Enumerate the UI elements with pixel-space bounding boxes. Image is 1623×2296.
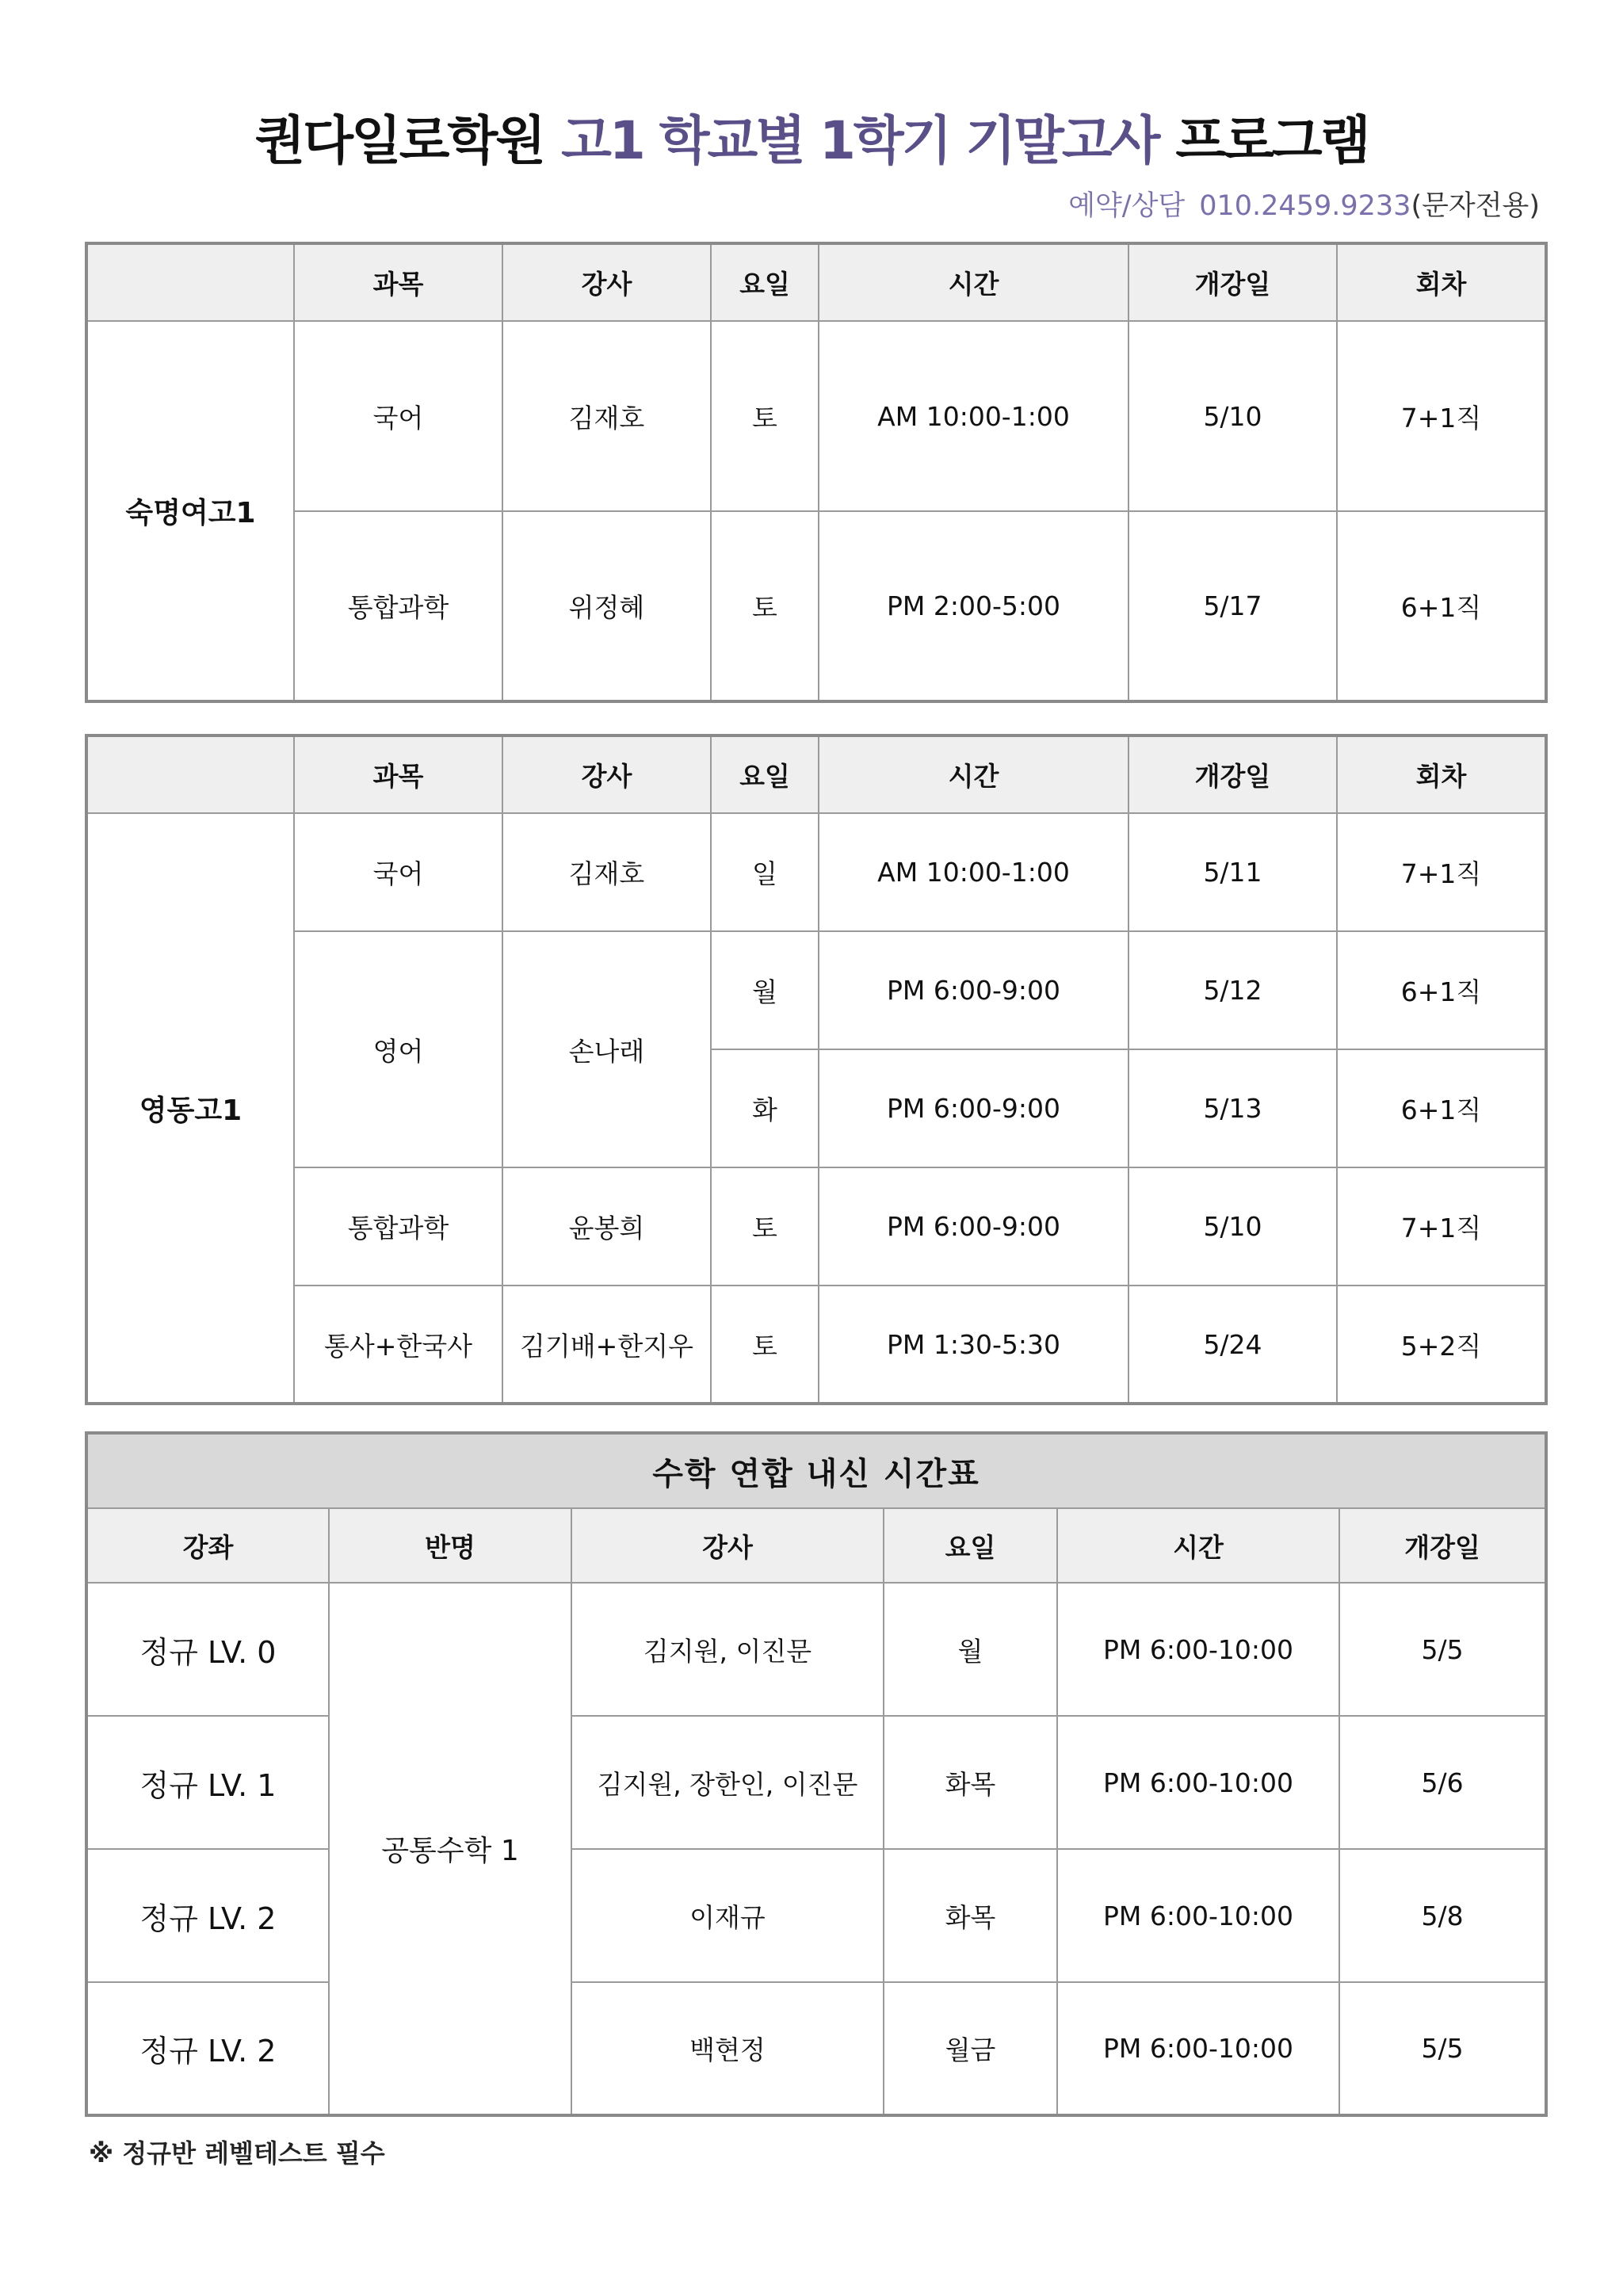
teacher-cell: 위정혜: [502, 511, 711, 701]
header-teacher: 강사: [502, 735, 711, 813]
table-row: [86, 511, 1546, 701]
day-cell: 화목: [884, 1849, 1057, 1982]
subject-cell: 국어: [294, 813, 502, 931]
course-cell: 정규 LV. 2: [86, 1849, 329, 1982]
start-cell: 5/10: [1128, 321, 1337, 511]
day-cell: 토: [711, 321, 819, 511]
header-subject: 과목: [294, 243, 502, 321]
header-start: 개강일: [1128, 243, 1337, 321]
subject-cell: 영어: [294, 931, 502, 1167]
time-cell: PM 6:00-9:00: [819, 1167, 1128, 1286]
start-cell: 5/5: [1339, 1583, 1546, 1716]
table-row: [86, 1982, 1546, 2115]
math-table-caption: 수학 연합 내신 시간표: [86, 1433, 1546, 1508]
sessions-cell: 6+1직: [1337, 1049, 1546, 1167]
class-name-cell: 공통수학 1: [329, 1583, 571, 2115]
subject-cell: 통합과학: [294, 1167, 502, 1286]
day-cell: 토: [711, 1286, 819, 1404]
day-cell: 월: [884, 1583, 1057, 1716]
teacher-cell: 김재호: [502, 813, 711, 931]
time-cell: PM 1:30-5:30: [819, 1286, 1128, 1404]
start-cell: 5/17: [1128, 511, 1337, 701]
subject-cell: 국어: [294, 321, 502, 511]
day-cell: 화목: [884, 1716, 1057, 1849]
header-course: 강좌: [86, 1508, 329, 1583]
contact-line: [1068, 187, 1540, 225]
header-blank: [86, 735, 294, 813]
teacher-cell: 손나래: [502, 931, 711, 1167]
start-cell: 5/24: [1128, 1286, 1337, 1404]
start-cell: 5/13: [1128, 1049, 1337, 1167]
time-cell: AM 10:00-1:00: [819, 813, 1128, 931]
math-schedule-table: [85, 1431, 1548, 2117]
header-start: 개강일: [1339, 1508, 1546, 1583]
youngdong-schedule-table: [85, 734, 1548, 1405]
start-cell: 5/10: [1128, 1167, 1337, 1286]
start-cell: 5/8: [1339, 1849, 1546, 1982]
day-cell: 일: [711, 813, 819, 931]
contact-label: 예약/상담: [1068, 190, 1186, 222]
header-day: 요일: [884, 1508, 1057, 1583]
day-cell: 토: [711, 1167, 819, 1286]
header-day: 요일: [711, 243, 819, 321]
time-cell: PM 6:00-10:00: [1057, 1583, 1339, 1716]
header-time: 시간: [819, 735, 1128, 813]
sessions-cell: 7+1직: [1337, 813, 1546, 931]
table-row: [86, 813, 1546, 931]
teacher-cell: 김지원, 장한인, 이진문: [571, 1716, 884, 1849]
time-cell: PM 6:00-9:00: [819, 931, 1128, 1049]
day-cell: 월금: [884, 1982, 1057, 2115]
subject-cell: 통사+한국사: [294, 1286, 502, 1404]
time-cell: PM 6:00-9:00: [819, 1049, 1128, 1167]
time-cell: PM 6:00-10:00: [1057, 1716, 1339, 1849]
page-title: [0, 101, 1623, 181]
table-row: [86, 1167, 1546, 1286]
title-highlight: 고1 학교별 1학기 기말고사: [561, 110, 1159, 171]
header-sessions: 회차: [1337, 243, 1546, 321]
day-cell: 화: [711, 1049, 819, 1167]
footnote: ※ 정규반 레벨테스트 필수: [89, 2138, 385, 2168]
school-name: 영동고1: [86, 813, 294, 1404]
sessions-cell: 7+1직: [1337, 321, 1546, 511]
table-row: [86, 321, 1546, 511]
time-cell: PM 6:00-10:00: [1057, 1849, 1339, 1982]
start-cell: 5/12: [1128, 931, 1337, 1049]
sessions-cell: 7+1직: [1337, 1167, 1546, 1286]
table-row: [86, 1716, 1546, 1849]
teacher-cell: 이재규: [571, 1849, 884, 1982]
sookmyung-schedule-table: [85, 242, 1548, 703]
header-time: 시간: [819, 243, 1128, 321]
table-row: [86, 1583, 1546, 1716]
course-cell: 정규 LV. 1: [86, 1716, 329, 1849]
start-cell: 5/5: [1339, 1982, 1546, 2115]
caption-row: [86, 1433, 1546, 1508]
teacher-cell: 김재호: [502, 321, 711, 511]
contact-number: 010.2459.9233: [1199, 190, 1411, 222]
teacher-cell: 백현정: [571, 1982, 884, 2115]
brand-name: 퀀다일로학원: [254, 110, 544, 171]
header-start: 개강일: [1128, 735, 1337, 813]
start-cell: 5/11: [1128, 813, 1337, 931]
sessions-cell: 5+2직: [1337, 1286, 1546, 1404]
table-header-row: [86, 1508, 1546, 1583]
header-sessions: 회차: [1337, 735, 1546, 813]
header-day: 요일: [711, 735, 819, 813]
time-cell: PM 6:00-10:00: [1057, 1982, 1339, 2115]
table-header-row: [86, 735, 1546, 813]
course-cell: 정규 LV. 0: [86, 1583, 329, 1716]
header-class: 반명: [329, 1508, 571, 1583]
header-blank: [86, 243, 294, 321]
title-program: 프로그램: [1175, 110, 1369, 171]
header-teacher: 강사: [571, 1508, 884, 1583]
teacher-cell: 윤봉희: [502, 1167, 711, 1286]
table-header-row: [86, 243, 1546, 321]
table-row: [86, 1286, 1546, 1404]
header-subject: 과목: [294, 735, 502, 813]
contact-note: (문자전용): [1411, 190, 1540, 222]
header-time: 시간: [1057, 1508, 1339, 1583]
sessions-cell: 6+1직: [1337, 931, 1546, 1049]
day-cell: 월: [711, 931, 819, 1049]
start-cell: 5/6: [1339, 1716, 1546, 1849]
subject-cell: 통합과학: [294, 511, 502, 701]
school-name: 숙명여고1: [86, 321, 294, 701]
table-row: [86, 931, 1546, 1049]
sessions-cell: 6+1직: [1337, 511, 1546, 701]
teacher-cell: 김기배+한지우: [502, 1286, 711, 1404]
course-cell: 정규 LV. 2: [86, 1982, 329, 2115]
time-cell: AM 10:00-1:00: [819, 321, 1128, 511]
day-cell: 토: [711, 511, 819, 701]
time-cell: PM 2:00-5:00: [819, 511, 1128, 701]
table-row: [86, 1849, 1546, 1982]
header-teacher: 강사: [502, 243, 711, 321]
teacher-cell: 김지원, 이진문: [571, 1583, 884, 1716]
